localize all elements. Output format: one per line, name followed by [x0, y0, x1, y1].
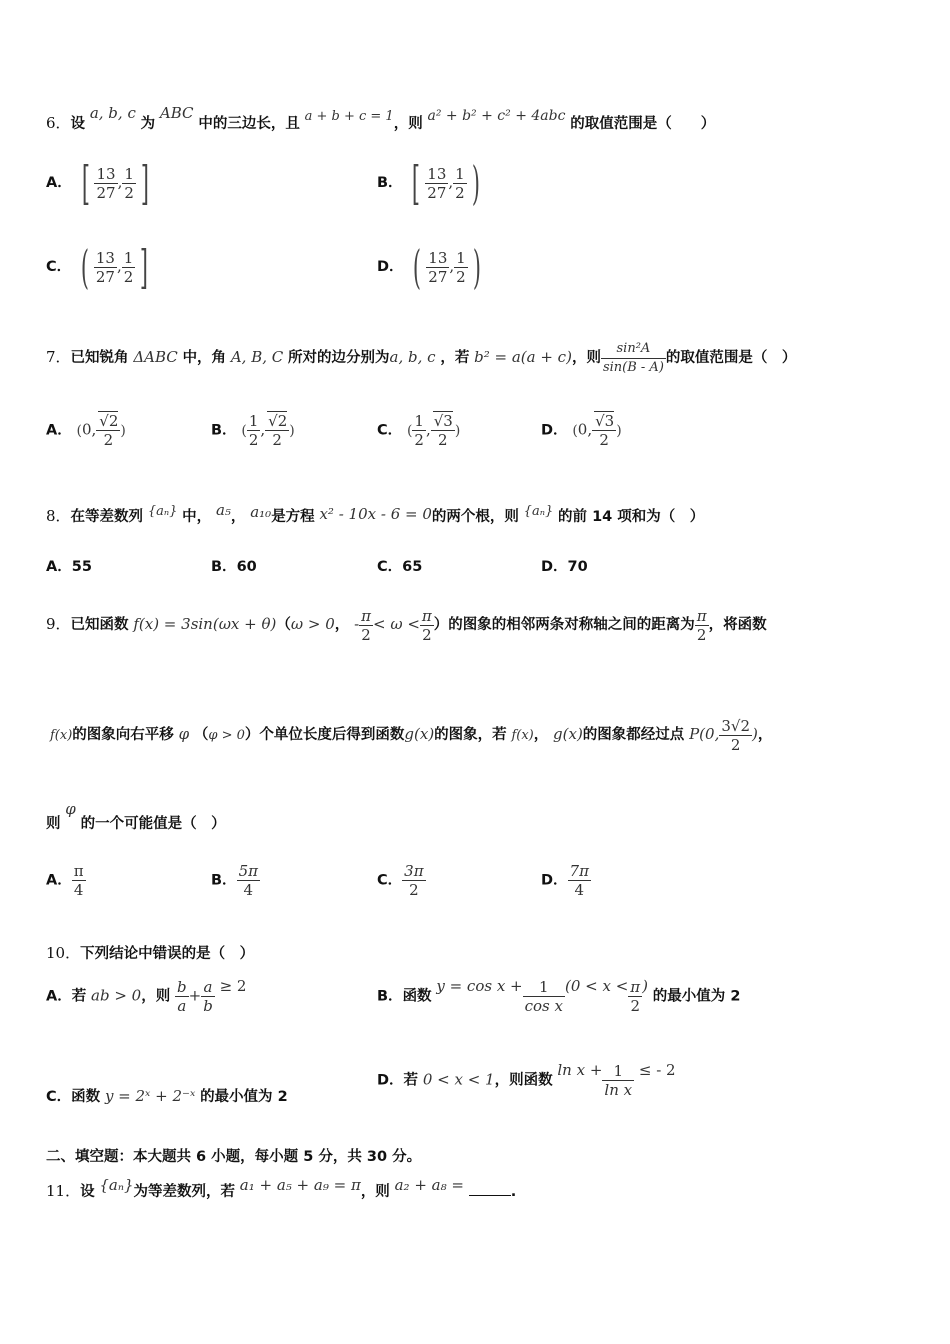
q10-option-d[interactable]: D．若 0 < x < 1，则函数 ln x + $\frac{1}{\text{ln x}}$ ≤ - 2 [377, 1060, 676, 1099]
q6-option-d[interactable]: D． ( $\frac{13}{27}$ , $\frac{1}{2}$ ) [377, 240, 481, 294]
q8-option-a[interactable]: A．55 [46, 559, 92, 575]
q7-option-b[interactable]: B． ( $\frac{1}{2}$ , $\frac{√2}{2}$ ) [211, 412, 295, 449]
q6-option-b[interactable]: B． [ $\frac{13}{27}$ , $\frac{1}{2}$ ) [377, 156, 480, 210]
q6-option-a[interactable]: A． [ $\frac{13}{27}$ , $\frac{1}{2}$ ] [46, 156, 149, 210]
q9-option-d[interactable]: D． $\frac{7\pi}{4}$ [541, 862, 589, 899]
q6-option-c[interactable]: C． ( $\frac{13}{27}$ , $\frac{1}{2}$ ] [46, 240, 149, 294]
q9-option-b[interactable]: B． $\frac{5\pi}{4}$ [211, 862, 258, 899]
q9-stem-line1: 9．已知函数 f(x) = 3sin(ωx + θ)（ω > 0， - $\frac{\pi}{2}$ < ω < $\frac{\pi}{2}$ ）的图象的相邻两条对称轴之间的距离为 $\frac{\pi}{2}$ ，将函数 [46, 606, 767, 644]
q8-option-d[interactable]: D．70 [541, 559, 588, 575]
q9-option-a[interactable]: A． $\frac{\pi}{4}$ [46, 862, 84, 899]
q6-number: 6． [46, 114, 71, 132]
section-heading: 二、填空题：本大题共 6 小题，每小题 5 分，共 30 分。 [46, 1149, 422, 1165]
q11-stem: 11．设 {aₙ}为等差数列，若 a₁ + a₅ + a₉ = π，则 a₂ + a₈ = . [46, 1176, 517, 1200]
q8-option-b[interactable]: B．60 [211, 559, 257, 575]
q7-stem: 7．已知锐角 ΔABC 中，角 A, B, C 所对的边分别为a, b, c ，若 b² = a(a + c)，则 $\frac{\text{sin²A}}{\sin(B - A)}$ 的取值范围是（ ） [46, 340, 797, 375]
q8-stem: 8．在等差数列 {aₙ} 中， a₅， a₁₀是方程 x² - 10x - 6 = 0的两个根，则 {aₙ} 的前 14 项和为（ ） [46, 501, 705, 525]
q6-stem: 6．设 a, b, c 为 ABC 中的三边长，且 a + b + c = 1，则 a² + b² + c² + 4abc 的取值范围是（ ） [46, 104, 716, 132]
q8-option-c[interactable]: C．65 [377, 559, 423, 575]
q7-option-a[interactable]: A． (0, $\frac{√2}{2}$ ) [46, 412, 126, 449]
q7-option-d[interactable]: D． (0, $\frac{√3}{2}$ ) [541, 412, 622, 449]
q10-option-b[interactable]: B．函数 y = cos x + $\frac{1}{\text{cos x}}$ (0 < x < $\frac{\pi}{2}$ ) 的最小值为 2 [377, 976, 741, 1015]
q10-option-c[interactable]: C．函数 y = 2ˣ + 2⁻ˣ 的最小值为 2 [46, 1087, 288, 1105]
q10-option-a[interactable]: A．若 ab > 0，则 $\frac{b}{a}$ + $\frac{a}{b}$ ≥ 2 [46, 976, 247, 1015]
q9-stem-line2: f(x)的图象向右平移 φ （φ > 0）个单位长度后得到函数g(x)的图象，若 f(x)， g(x)的图象都经过点 P(0, $\frac{3√2}{2}$ )， [50, 716, 773, 754]
q9-stem-line3: 则 φ 的一个可能值是（ ） [46, 800, 226, 832]
q9-option-c[interactable]: C． $\frac{3\pi}{2}$ [377, 862, 424, 899]
answer-blank[interactable] [469, 1195, 511, 1196]
q10-stem: 10．下列结论中错误的是（ ） [46, 944, 255, 962]
q7-option-c[interactable]: C． ( $\frac{1}{2}$ , $\frac{√3}{2}$ ) [377, 412, 461, 449]
